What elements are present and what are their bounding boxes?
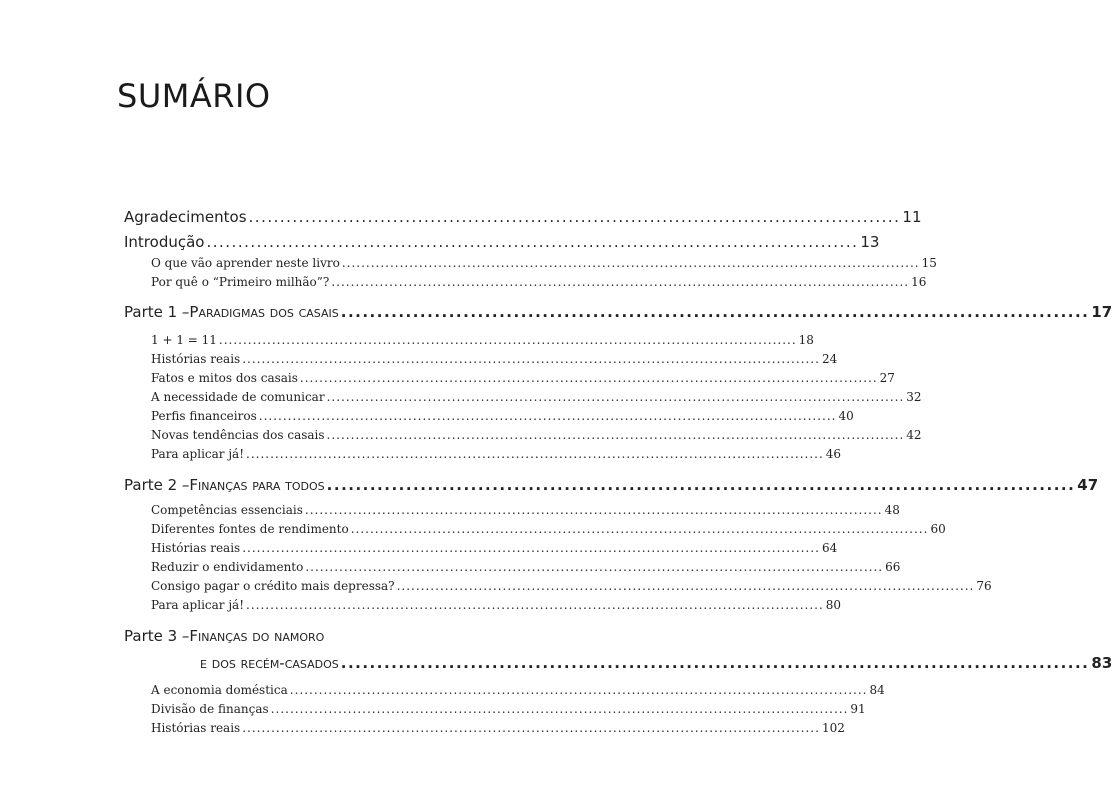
toc-part-title: Finanças para todos <box>189 476 325 494</box>
dot-leader: ........................................................................................................................ <box>331 275 910 289</box>
toc-entry-page: 91 <box>850 702 866 716</box>
dot-leader: ........................................................................................................................ <box>289 683 868 697</box>
toc-entry-title: Histórias reais <box>151 541 241 555</box>
dot-leader: ........................................................................................................ <box>326 476 1076 494</box>
toc-subentry <box>151 275 927 289</box>
dot-leader: ........................................................................................................................ <box>270 702 849 716</box>
toc-subentry <box>151 560 901 574</box>
toc-subentry <box>151 352 838 366</box>
toc-entry-title: Competências essenciais <box>151 503 303 517</box>
toc-entry-page: 84 <box>869 683 885 697</box>
toc-subentry <box>151 390 922 404</box>
toc-entry-page: 15 <box>921 256 937 270</box>
toc-entry-title: Perfis financeiros <box>151 409 257 423</box>
toc-entry-page: 18 <box>798 333 814 347</box>
toc-subentry <box>151 409 854 423</box>
toc-entry-title: Divisão de finanças <box>151 702 269 716</box>
toc-entry-page: 64 <box>821 541 838 555</box>
toc-entry <box>124 233 880 251</box>
toc-entry-title: Introdução <box>124 233 205 251</box>
dot-leader: ........................................................................................................................ <box>396 579 975 593</box>
toc-entry-page: 27 <box>879 371 895 385</box>
toc-entry-page: 11 <box>902 208 922 226</box>
dot-leader: ........................................................................................................ <box>206 233 859 251</box>
toc-part-heading <box>124 476 1099 494</box>
toc-entry-page: 47 <box>1077 476 1099 494</box>
toc-entry-title: Para aplicar já! <box>151 598 245 612</box>
toc-entry-page: 17 <box>1091 303 1112 321</box>
dot-leader: ........................................................................................................................ <box>218 333 797 347</box>
toc-entry-page: 76 <box>976 579 992 593</box>
toc-part-heading <box>124 303 1112 321</box>
toc-part-prefix: Parte 2 – <box>124 476 190 494</box>
dot-leader: ........................................................................................................................ <box>326 428 905 442</box>
toc-subentry <box>151 702 866 716</box>
toc-subentry <box>151 598 842 612</box>
toc-subentry <box>151 721 845 735</box>
toc-part-title: Paradigmas dos casais <box>189 303 339 321</box>
toc-entry-title: Histórias reais <box>151 721 241 735</box>
toc-part-title: Finanças do namoro <box>189 627 325 645</box>
toc-subentry <box>151 579 992 593</box>
toc-entry-page: 48 <box>884 503 900 517</box>
toc-entry-title: O que vão aprender neste livro <box>151 256 340 270</box>
toc-entry-title: Fatos e mitos dos casais <box>151 371 298 385</box>
toc-subentry <box>151 428 922 442</box>
toc-entry-title: Reduzir o endividamento <box>151 560 304 574</box>
toc-entry-title: Por quê o “Primeiro milhão”? <box>151 275 330 289</box>
dot-leader: ........................................................................................................................ <box>326 390 905 404</box>
toc-entry-title: A necessidade de comunicar <box>151 390 325 404</box>
dot-leader: ........................................................................................................................ <box>242 352 820 366</box>
toc-entry-page: 24 <box>821 352 838 366</box>
dot-leader: ........................................................................................................ <box>340 654 1090 672</box>
toc-subentry <box>151 256 937 270</box>
toc-entry-title: Diferentes fontes de rendimento <box>151 522 349 536</box>
toc-entry-page: 80 <box>825 598 842 612</box>
toc-subentry <box>151 503 900 517</box>
toc-part-title-continued: e dos recém-casados <box>200 654 339 672</box>
toc-entry-page: 40 <box>838 409 854 423</box>
toc-part-heading <box>124 627 488 645</box>
dot-leader: ........................................................................................................................ <box>305 560 884 574</box>
toc-subentry <box>151 333 814 347</box>
toc-entry-page: 16 <box>911 275 927 289</box>
dot-leader: ........................................................................................................................ <box>304 503 883 517</box>
toc-entry-page: 66 <box>885 560 901 574</box>
toc-entry-page: 13 <box>860 233 880 251</box>
dot-leader: ........................................................................................................ <box>248 208 901 226</box>
dot-leader: ........................................................................................................................ <box>350 522 929 536</box>
toc-entry <box>124 208 922 226</box>
toc-entry-title: Novas tendências dos casais <box>151 428 325 442</box>
toc-subentry <box>151 371 895 385</box>
toc-subentry <box>151 541 838 555</box>
dot-leader: ........................................................................................................................ <box>246 598 824 612</box>
toc-subentry <box>151 522 946 536</box>
toc-entry-title: 1 + 1 = 11 <box>151 333 217 347</box>
toc-entry-page: 32 <box>906 390 922 404</box>
toc-entry-title: Para aplicar já! <box>151 447 245 461</box>
dot-leader: ........................................................................................................................ <box>341 256 920 270</box>
toc-entry-page: 102 <box>821 721 845 735</box>
toc-part-prefix: Parte 1 – <box>124 303 190 321</box>
dot-leader: ........................................................................................................ <box>340 303 1090 321</box>
toc-entry-title: Consigo pagar o crédito mais depressa? <box>151 579 395 593</box>
toc-entry-title: A economia doméstica <box>151 683 288 697</box>
toc-entry-page: 60 <box>930 522 946 536</box>
toc-entry-page: 42 <box>906 428 922 442</box>
dot-leader: ........................................................................................................................ <box>242 721 820 735</box>
page-title: SUMÁRIO <box>117 77 271 115</box>
dot-leader: ........................................................................................................................ <box>258 409 837 423</box>
toc-part-prefix: Parte 3 – <box>124 627 190 645</box>
toc-entry-title: Histórias reais <box>151 352 241 366</box>
toc-part-heading-continued <box>200 654 1112 672</box>
toc-entry-page: 83 <box>1091 654 1112 672</box>
dot-leader: ........................................................................................................................ <box>242 541 820 555</box>
dot-leader: ........................................................................................................................ <box>246 447 824 461</box>
toc-entry-page: 46 <box>825 447 842 461</box>
dot-leader: ........................................................................................................................ <box>299 371 878 385</box>
toc-subentry <box>151 683 885 697</box>
toc-entry-title: Agradecimentos <box>124 208 247 226</box>
toc-subentry <box>151 447 842 461</box>
